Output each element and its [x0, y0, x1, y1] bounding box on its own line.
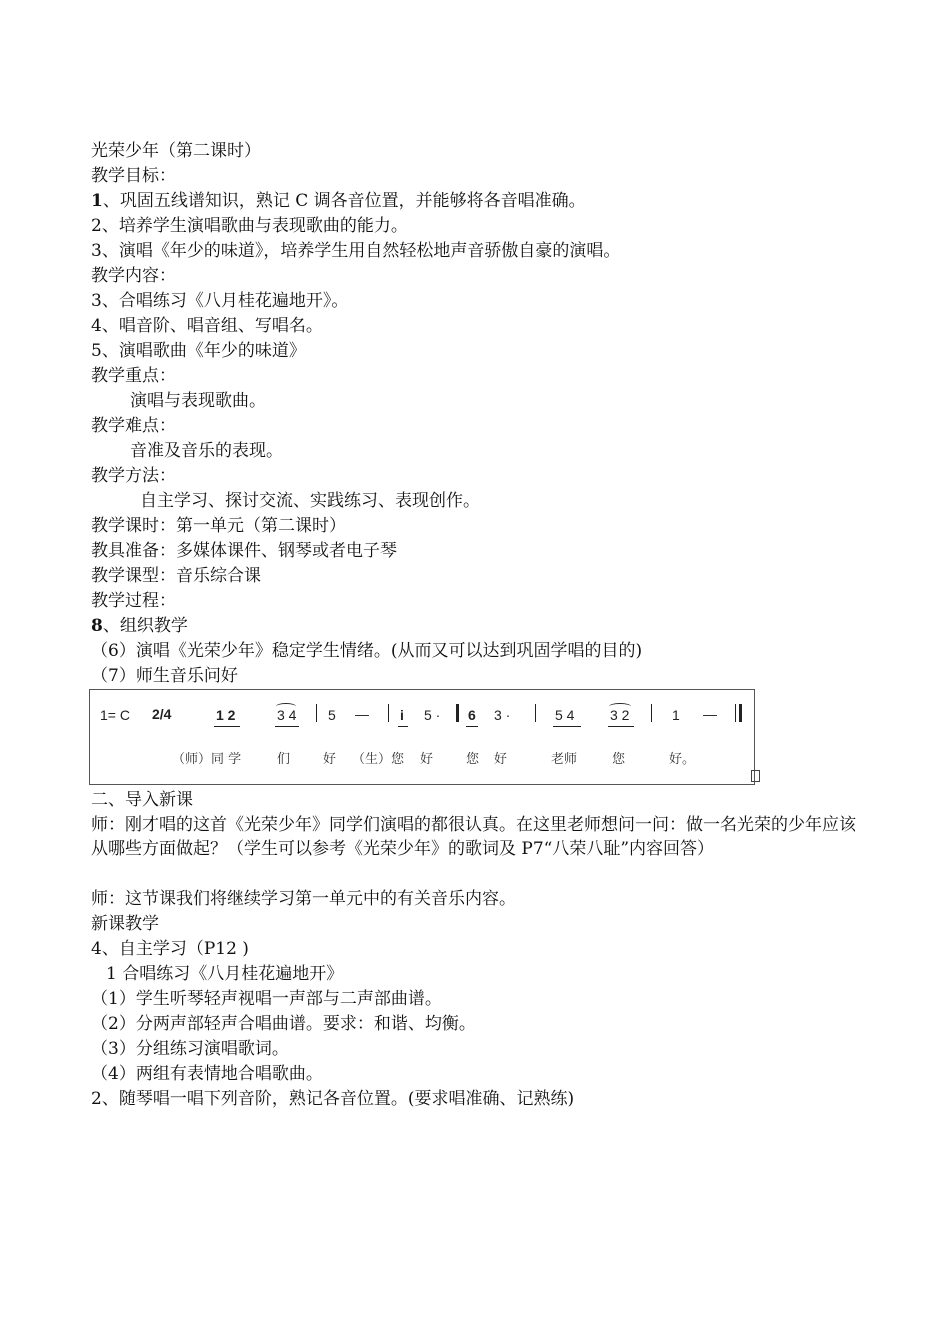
score-note-12: —: [703, 706, 717, 722]
goal-1-text: 、巩固五线谱知识，熟记 C 调各音位置，并能够将各音唱准确。: [102, 191, 586, 211]
goal-3: 3、演唱《年少的味道》，培养学生用自然轻松地声音骄傲自豪的演唱。: [91, 241, 621, 261]
step-2: （2）分两声部轻声合唱曲谱。要求：和谐、均衡。: [91, 1014, 476, 1034]
difficulty-text: 音准及音乐的表现。: [130, 441, 283, 461]
content-item-3: 5、演唱歌曲《年少的味道》: [91, 341, 306, 361]
score-note-8: 3 ·: [494, 707, 511, 723]
new-lesson-heading: 新课教学: [91, 914, 159, 934]
score-barline-5: [651, 704, 652, 722]
music-score: [89, 689, 755, 785]
score-lyric-nin-2: 您: [612, 752, 626, 767]
score-beam-5: [553, 726, 581, 727]
organize-text: 、组织教学: [102, 616, 188, 636]
step-1: （1）学生听琴轻声视唱一声部与二声部曲谱。: [91, 989, 442, 1009]
step-3: （3）分组练习演唱歌词。: [91, 1039, 289, 1059]
score-note-11: 1: [672, 707, 680, 723]
organize-heading: [91, 614, 188, 639]
score-note-9: 5 4: [555, 707, 575, 723]
content-item-2: 4、唱音阶、唱音组、写唱名。: [91, 316, 323, 336]
organize-item-6: （6）演唱《光荣少年》稳定学生情绪。(从而又可以达到巩固学唱的目的): [91, 641, 643, 661]
score-barline-2: [388, 704, 389, 722]
goal-1: [91, 189, 586, 214]
intro-closing: 师：这节课我们将继续学习第一单元中的有关音乐内容。: [91, 889, 516, 909]
score-meter: 2/4: [152, 706, 172, 722]
choral-practice: 1 合唱练习《八月桂花遍地开》: [106, 964, 344, 984]
score-beam-1: [214, 726, 240, 727]
organize-item-7: （7）师生音乐问好: [91, 666, 238, 686]
score-note-6: 5 ·: [424, 707, 441, 723]
goal-1-number: 1: [91, 191, 103, 211]
score-note-3: 5: [328, 707, 336, 723]
content-item-1: 3、合唱练习《八月桂花遍地开》。: [91, 291, 349, 311]
score-beam-6: [608, 726, 634, 727]
lesson-type: 教学课型：音乐综合课: [91, 566, 261, 586]
score-barline-4: [535, 704, 536, 722]
score-note-5: i: [400, 707, 404, 723]
score-final-barline-thin: [735, 704, 736, 722]
score-note-10: 3 2: [610, 707, 630, 723]
doc-title: 光荣少年（第二课时）: [91, 141, 261, 161]
score-lyric-hao-2: 好: [420, 752, 434, 767]
score-lyric-laoshi: 老师: [551, 752, 578, 767]
self-study-heading: 4、自主学习（P12 ): [91, 939, 249, 959]
goals-heading: 教学目标：: [91, 166, 176, 186]
score-note-4: —: [355, 706, 369, 722]
score-beam-4: [466, 726, 478, 727]
key-points-text: 演唱与表现歌曲。: [130, 391, 266, 411]
score-lyric-teacher: （师）同 学: [172, 752, 242, 767]
score-lyric-student: （生）您: [352, 752, 405, 767]
score-final-barline-thick: [739, 704, 742, 722]
organize-number: 8: [91, 616, 103, 636]
method-text: 自主学习、探讨交流、实践练习、表现创作。: [140, 491, 480, 511]
score-note-1: 1 2: [216, 707, 236, 723]
difficulty-heading: 教学难点：: [91, 416, 176, 436]
score-lyric-nin-1: 您: [466, 752, 480, 767]
score-key: 1= C: [100, 707, 130, 723]
intro-paragraph: 师：刚才唱的这首《光荣少年》同学们演唱的都很认真。在这里老师想问一问：做一名光荣的少年应该从哪些方面做起？（学生可以参考《光荣少年》的歌词及 P7“八荣八耻”内容回答）: [91, 815, 856, 859]
score-beam-2: [275, 726, 299, 727]
intro-heading: 二、导入新课: [91, 790, 193, 810]
score-lyric-hao-3: 好: [494, 752, 508, 767]
method-heading: 教学方法：: [91, 466, 176, 486]
score-barline-3: [456, 704, 459, 722]
score-lyric-hao-4: 好。: [669, 752, 696, 767]
score-lyric-hao-1: 好: [323, 752, 337, 767]
score-note-2: 3 4: [277, 707, 297, 723]
score-beam-3: [398, 726, 408, 727]
score-lyric-men: 们: [277, 752, 291, 767]
scale-practice: 2、随琴唱一唱下列音阶，熟记各音位置。(要求唱准确、记熟练): [91, 1089, 575, 1109]
key-points-heading: 教学重点：: [91, 366, 176, 386]
process-heading: 教学过程：: [91, 591, 176, 611]
goal-2: 2、培养学生演唱歌曲与表现歌曲的能力。: [91, 216, 408, 236]
step-4: （4）两组有表情地合唱歌曲。: [91, 1064, 323, 1084]
lesson-period: 教学课时：第一单元（第二课时）: [91, 516, 346, 536]
image-anchor-marker: [751, 770, 760, 782]
teaching-tools: 教具准备：多媒体课件、钢琴或者电子琴: [91, 541, 397, 561]
score-note-7: 6: [468, 707, 476, 723]
score-barline-1: [316, 704, 317, 722]
content-heading: 教学内容：: [91, 266, 176, 286]
